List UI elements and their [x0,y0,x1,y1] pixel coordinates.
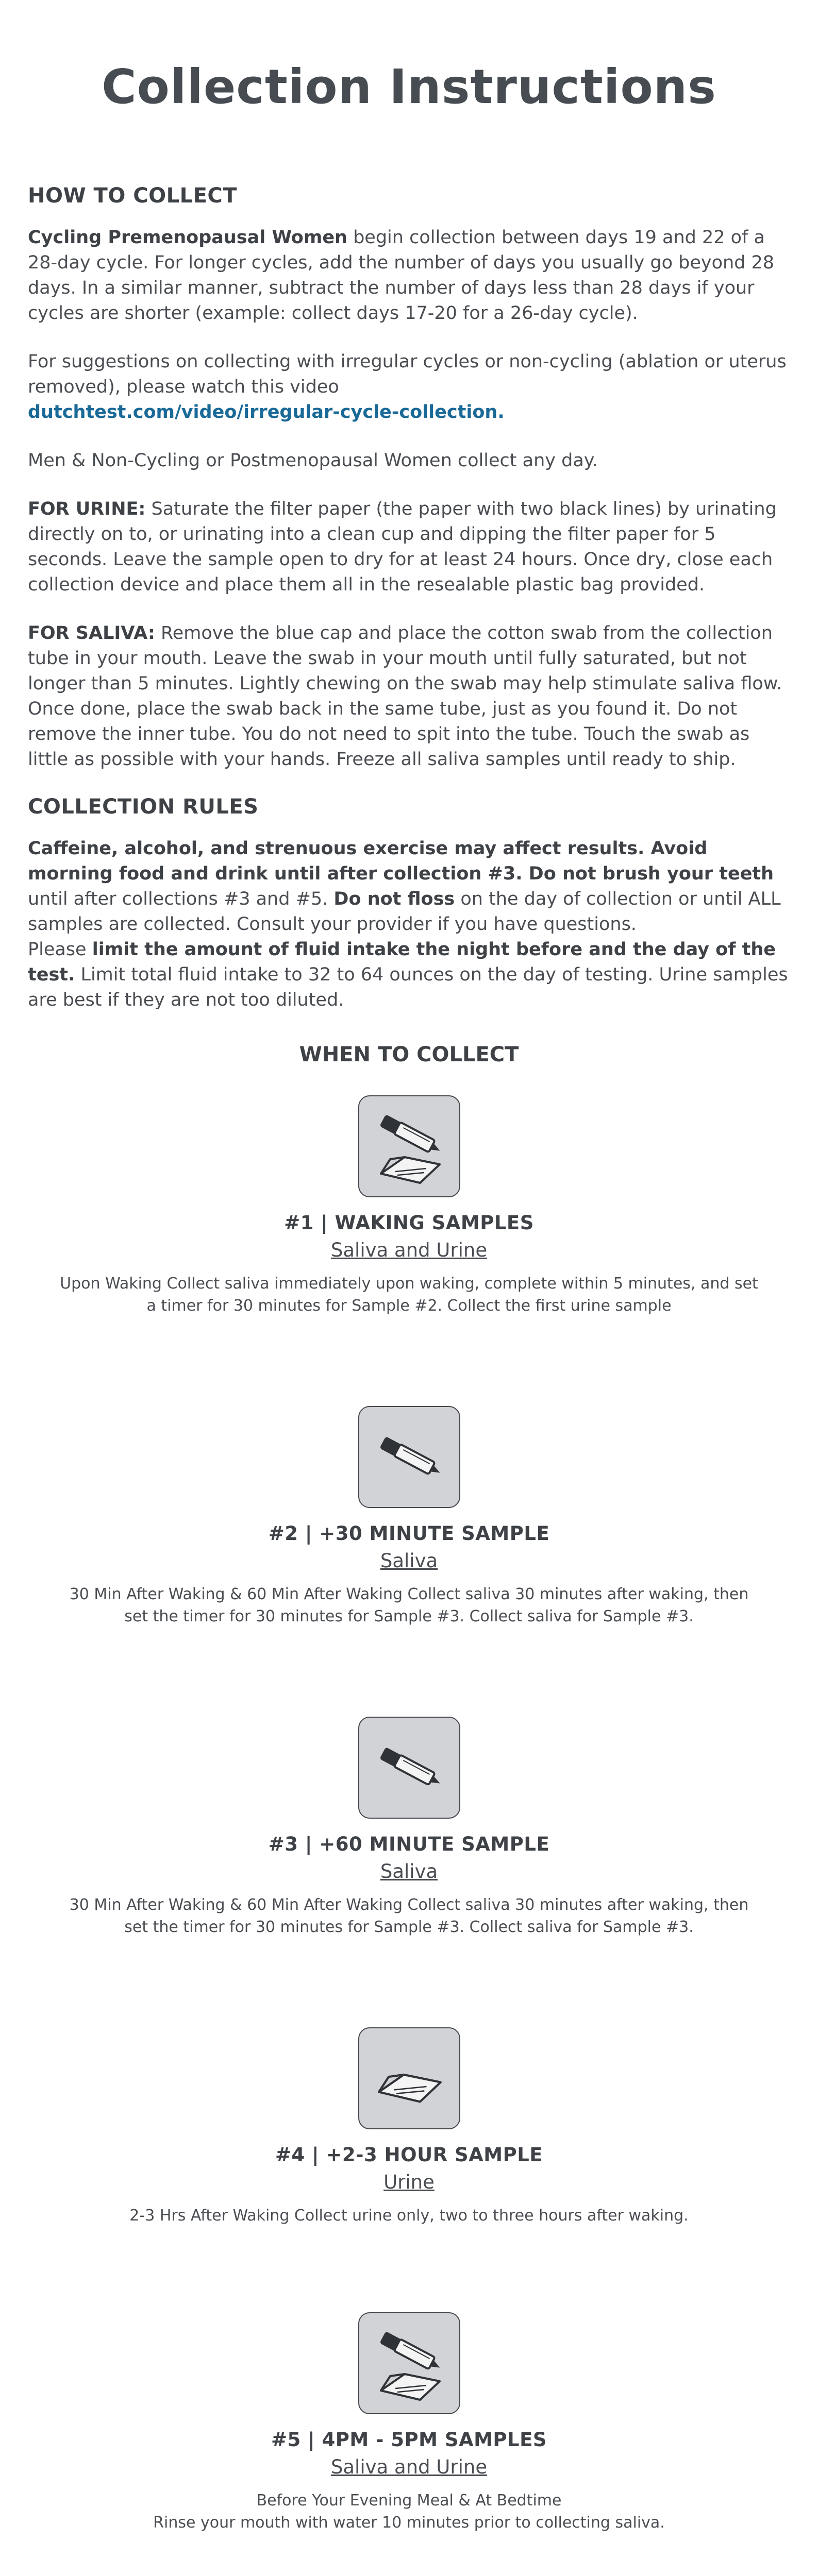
irregular-cycle-text: For suggestions on collecting with irregular cycles or non-cycling (ablation or uterus removed), please watch this video [28,351,787,397]
swab-and-paper-icon [358,2312,460,2414]
urine-text: Saturate the filter paper (the paper with two black lines) by urinating directly on to, or urinating into a clean cup and dipping the filter paper for 5 seconds. Leave the sample open to dry for at least 24 hours. Once dry, close each collection device and place them all in the resealable plastic bag provided. [28,499,777,595]
men-postmenopausal-paragraph: Men & Non-Cycling or Postmenopausal Women collect any day. [28,450,598,471]
cycling-women-paragraph [28,225,790,326]
rule-caffeine: Caffeine, alcohol, and strenuous exercise may affect results. Avoid morning food and drink until after collection #3. Do not brush your teeth [28,838,774,884]
collection-step [0,2312,818,2534]
swab-icon [358,1406,460,1508]
step-spacer [0,1628,818,1717]
collection-step [0,2027,818,2227]
steps-list [0,1095,818,2576]
cycling-women-text: begin collection between days 19 and 22 of a 28-day cycle. For longer cycles, add the number of days you usually go beyond 28 days. In a similar manner, subtract the number of days less than 28 days if your cycles are shorter (example: collect days 17-20 for a 26-day cycle). [28,227,775,324]
rule-floss: Do not floss [333,889,455,909]
step-title: #4 | +2-3 HOUR SAMPLE [275,2144,543,2166]
saliva-label: FOR SALIVA: [28,623,155,643]
saliva-instructions-paragraph [28,621,790,772]
step-title: #5 | 4PM - 5PM SAMPLES [271,2429,547,2451]
how-to-collect-heading: HOW TO COLLECT [28,184,238,208]
rule-floss-text: on the day of collection or until ALL samples are collected. Consult your provider if you have questions. [28,889,781,935]
step-description: Upon Waking Collect saliva immediately upon waking, complete within 5 minutes, and set a timer for 30 minutes for Sample #2. Collect the first urine sample [60,1275,758,1315]
rule-fluid-prefix: Please [28,939,92,960]
step-description: Before Your Evening Meal & At Bedtime [256,2492,562,2510]
page-title: Collection Instructions [102,59,716,114]
step-spacer [0,1938,818,2027]
filter-paper-icon [358,2027,460,2129]
urine-label: FOR URINE: [28,499,146,519]
collection-rules-heading: COLLECTION RULES [28,795,259,819]
step-spacer [0,2534,818,2576]
step-spacer [0,1317,818,1406]
collection-rules-paragraph [28,836,790,1013]
step-title: #2 | +30 MINUTE SAMPLE [268,1522,550,1545]
irregular-cycle-paragraph [28,349,790,425]
step-title: #3 | +60 MINUTE SAMPLE [268,1833,550,1855]
step-sample-type: Saliva [380,1550,438,1572]
step-spacer [0,2227,818,2312]
step-title: #1 | WAKING SAMPLES [284,1212,534,1234]
urine-instructions-paragraph [28,497,790,598]
how-to-collect-section [0,184,818,1013]
step-sample-type: Saliva and Urine [330,1239,488,1261]
step-sample-type: Saliva [380,1860,438,1883]
rule-brush-text: until after collections #3 and #5. [28,889,334,909]
saliva-text: Remove the blue cap and place the cotton swab from the collection tube in your mouth. Leave the swab in your mouth until fully saturated, but not longer than 5 minutes. Lightly chewing on the swab may help stimulate saliva flow. Once done, place the swab back in the same tube, just as you found it. Do not remove the inner tube. You do not need to spit into the tube. Touch the swab as little as possible with your hands. Freeze all saliva samples until ready to ship. [28,623,782,770]
irregular-cycle-video-link[interactable]: dutchtest.com/video/irregular-cycle-collection. [28,402,505,422]
when-to-collect-heading: WHEN TO COLLECT [299,1043,519,1066]
swab-and-paper-icon [358,1095,460,1197]
rule-fluid: limit the amount of fluid intake the night before and the day of the test. [28,939,776,985]
rule-fluid-text: Limit total fluid intake to 32 to 64 ounces on the day of testing. Urine samples are best if they are not too diluted. [28,964,788,1010]
cycling-women-label: Cycling Premenopausal Women [28,227,347,248]
swab-icon [358,1717,460,1819]
step-description: 30 Min After Waking & 60 Min After Waking Collect saliva 30 minutes after waking, then set the timer for 30 minutes for Sample #3. Collect saliva for Sample #3. [69,1896,749,1936]
step-sample-type: Saliva and Urine [330,2456,488,2478]
step-description: 30 Min After Waking & 60 Min After Waking Collect saliva 30 minutes after waking, then set the timer for 30 minutes for Sample #3. Collect saliva for Sample #3. [69,1585,749,1625]
collection-step [0,1717,818,1938]
collection-step [0,1406,818,1628]
step-description: 2-3 Hrs After Waking Collect urine only, two to three hours after waking. [129,2207,689,2225]
step-sample-type: Urine [383,2171,435,2193]
collection-step [0,1095,818,1317]
step-description-note: Rinse your mouth with water 10 minutes prior to collecting saliva. [153,2514,665,2532]
